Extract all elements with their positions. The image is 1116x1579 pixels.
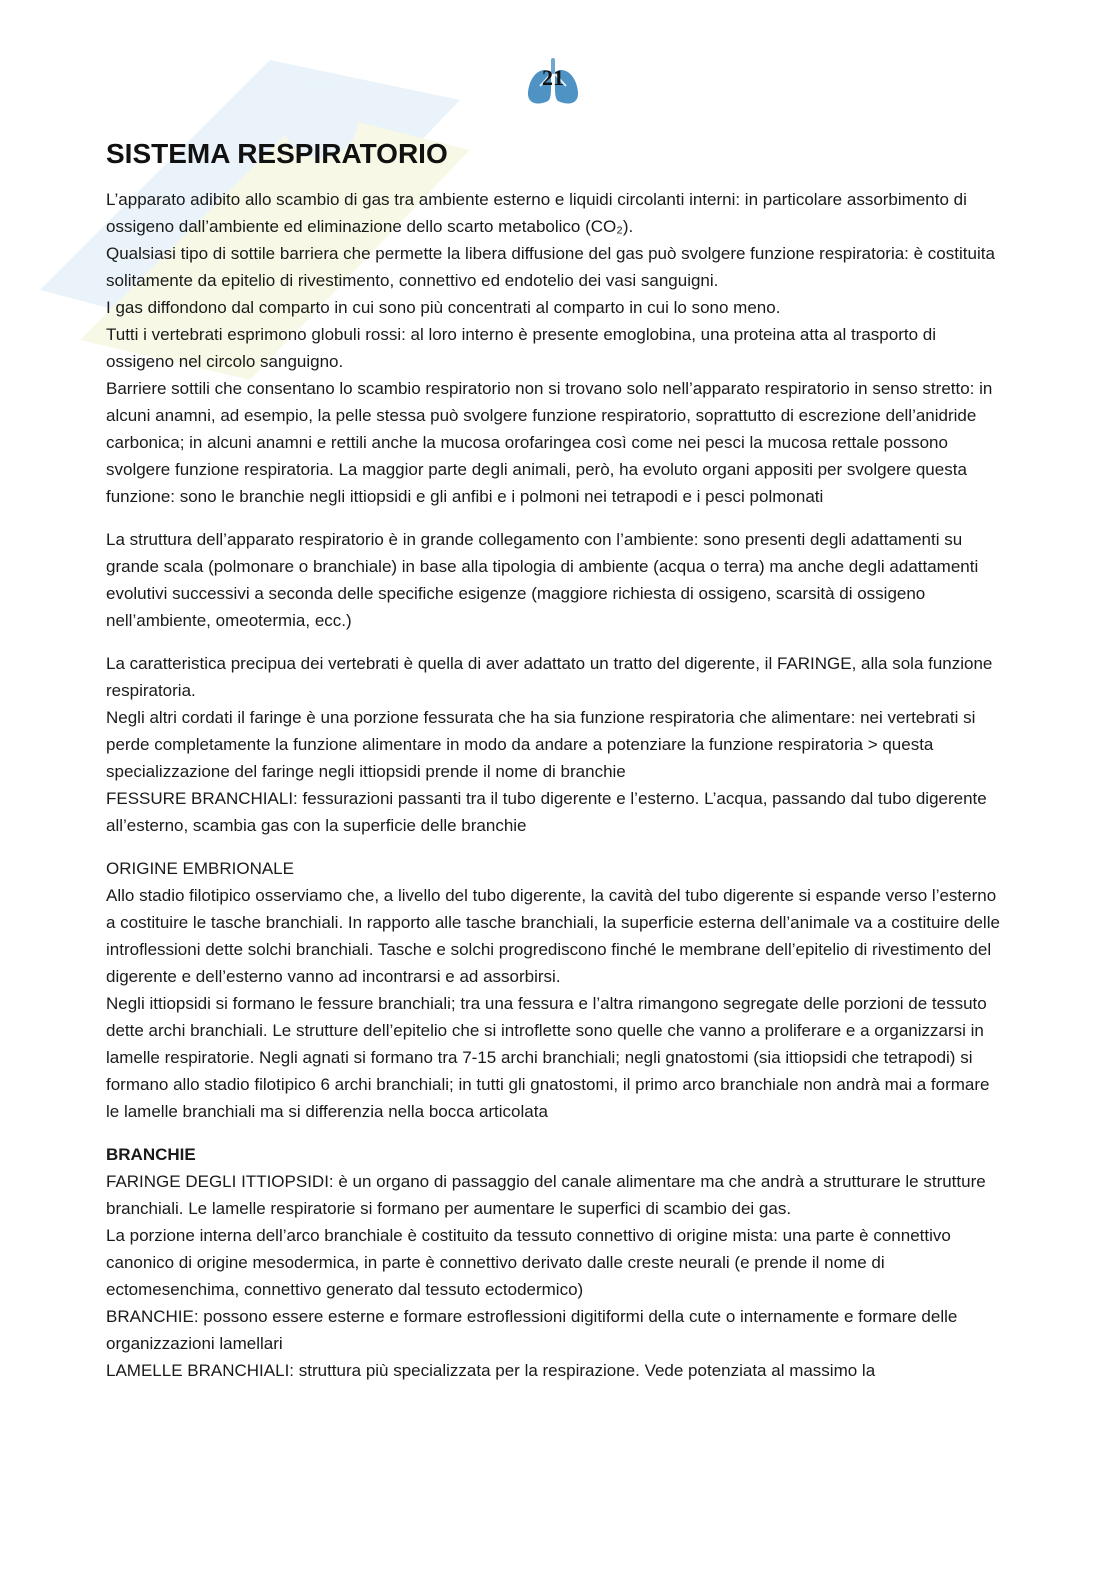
paragraph: Tutti i vertebrati esprimono globuli rossi: al loro interno è presente emoglobina, una proteina atta al trasporto di ossigeno nel circolo sanguigno.: [106, 325, 936, 371]
document-body: [106, 136, 1006, 1384]
paragraph: La porzione interna dell’arco branchiale è costituito da tessuto connettivo di origine mista: una parte è connettivo canonico di origine mesodermica, in parte è connettivo derivato dalle creste neurali (e prende il nome di ectomesenchima, connettivo generato dal tessuto ectodermico): [106, 1226, 951, 1299]
page-number: 21: [542, 65, 564, 90]
paragraph: La caratteristica precipua dei vertebrati è quella di aver adattato un tratto del digerente, il FARINGE, alla sola funzione respiratoria.: [106, 654, 993, 700]
section-origine-embrionale: [106, 855, 1006, 1125]
paragraph: La struttura dell’apparato respiratorio è in grande collegamento con l’ambiente: sono presenti degli adattamenti su grande scala (polmonare o branchiale) in base alla tipologia di ambiente (acqua o terra) ma anche degli adattamenti evolutivi successivi a seconda delle specifiche esigenze (maggiore richiesta di ossigeno, scarsità di ossigeno nell’ambiente, omeotermia, ecc.): [106, 530, 979, 630]
paragraph: LAMELLE BRANCHIALI: struttura più specializzata per la respirazione. Vede potenziata al massimo la: [106, 1361, 876, 1380]
section-environment: [106, 526, 1006, 634]
paragraph: I gas diffondono dal comparto in cui sono più concentrati al comparto in cui lo sono meno.: [106, 298, 781, 317]
paragraph: Qualsiasi tipo di sottile barriera che permette la libera diffusione del gas può svolgere funzione respiratoria: è costituita solitamente da epitelio di rivestimento, connettivo ed endotelio dei vasi sanguigni.: [106, 244, 995, 290]
section-branchie: [106, 1141, 1006, 1384]
paragraph: FESSURE BRANCHIALI: fessurazioni passanti tra il tubo digerente e l’esterno. L’acqua, passando dal tubo digerente all’esterno, scambia gas con la superficie delle branchie: [106, 789, 987, 835]
page-title: SISTEMA RESPIRATORIO: [106, 138, 448, 169]
paragraph: Barriere sottili che consentano lo scambio respiratorio non si trovano solo nell’apparato respiratorio in senso stretto: in alcuni anamni, ad esempio, la pelle stessa può svolgere funzione respiratorio, soprattutto di escrezione dell’anidride carbonica; in alcuni anamni e rettili anche la mucosa orofaringea così come nei pesci la mucosa rettale possono svolgere funzione respiratoria. La maggior parte degli animali, però, ha evoluto organi appositi per svolgere questa funzione: sono le branchie negli ittiopsidi e gli anfibi e i polmoni nei tetrapodi e i pesci polmonati: [106, 379, 993, 506]
section-label: ORIGINE EMBRIONALE: [106, 859, 294, 878]
section-heading: BRANCHIE: [106, 1145, 196, 1164]
page-number-badge: [524, 52, 582, 110]
section-intro: [106, 186, 1006, 510]
paragraph: BRANCHIE: possono essere esterne e formare estroflessioni digitiformi della cute o internamente e formare delle organizzazioni lamellari: [106, 1307, 958, 1353]
paragraph: Negli ittiopsidi si formano le fessure branchiali; tra una fessura e l’altra rimangono segregate delle porzioni de tessuto dette archi branchiali. Le strutture dell’epitelio che si introflette sono quelle che vanno a proliferare e a organizzarsi in lamelle respiratorie. Negli agnati si formano tra 7-15 archi branchiali; negli gnatostomi (sia ittiopsidi che tetrapodi) si formano allo stadio filotipico 6 archi branchiali; in tutti gli gnatostomi, il primo arco branchiale non andrà mai a formare le lamelle branchiali ma si differenzia nella bocca articolata: [106, 994, 990, 1121]
section-faringe: [106, 650, 1006, 839]
paragraph: L’apparato adibito allo scambio di gas tra ambiente esterno e liquidi circolanti interni: in particolare assorbimento di ossigeno dall’ambiente ed eliminazione dello scarto metabolico (CO₂).: [106, 190, 967, 236]
paragraph: Negli altri cordati il faringe è una porzione fessurata che ha sia funzione respiratoria che alimentare: nei vertebrati si perde completamente la funzione alimentare in modo da andare a potenziare la funzione respiratoria > questa specializzazione del faringe negli ittiopsidi prende il nome di branchie: [106, 708, 976, 781]
paragraph: Allo stadio filotipico osserviamo che, a livello del tubo digerente, la cavità del tubo digerente si espande verso l’esterno a costituire le tasche branchiali. In rapporto alle tasche branchiali, la superficie esterna dell’animale va a costituire delle introflessioni dette solchi branchiali. Tasche e solchi progrediscono finché le membrane dell’epitelio di rivestimento del digerente e dell’esterno vanno ad incontrarsi e ad assorbirsi.: [106, 886, 1000, 986]
paragraph: FARINGE DEGLI ITTIOPSIDI: è un organo di passaggio del canale alimentare ma che andrà a strutturare le strutture branchiali. Le lamelle respiratorie si formano per aumentare le superfici di scambio dei gas.: [106, 1172, 986, 1218]
